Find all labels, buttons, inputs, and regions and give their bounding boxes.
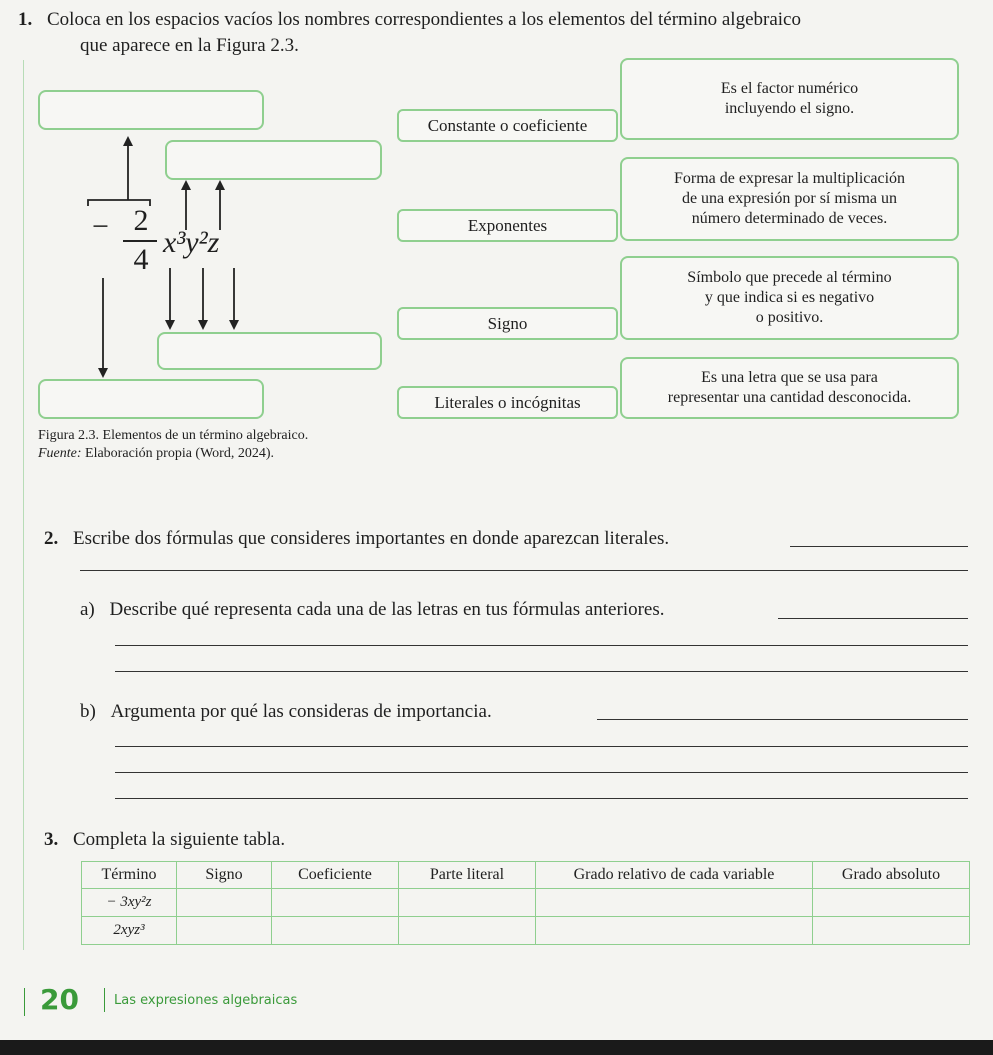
cell-grado-absoluto[interactable]	[813, 889, 970, 917]
answer-line[interactable]	[115, 746, 968, 747]
cell-coeficiente[interactable]	[272, 889, 399, 917]
question-2	[44, 527, 669, 551]
page-number: 20	[40, 983, 79, 1016]
description-coeficiente: Es el factor numérico incluyendo el signo.	[620, 58, 959, 140]
item-label: b)	[80, 701, 96, 722]
answer-line[interactable]	[790, 546, 968, 547]
answer-line[interactable]	[115, 798, 968, 799]
description-exponentes: Forma de expresar la multiplicación de una expresión por sí misma un número determinado de veces.	[620, 157, 959, 241]
header-coeficiente: Coeficiente	[272, 862, 399, 889]
figure-source	[38, 446, 274, 462]
question-number: 2.	[44, 528, 59, 549]
page-edge	[0, 1040, 993, 1055]
answer-line[interactable]	[115, 671, 968, 672]
footer-divider	[104, 988, 105, 1012]
term-denominator: 4	[133, 243, 149, 276]
label-signo: Signo	[397, 307, 618, 340]
item-text: Describe qué representa cada una de las letras en tus fórmulas anteriores.	[109, 599, 665, 620]
header-grado-relativo: Grado relativo de cada variable	[536, 862, 813, 889]
description-literales: Es una letra que se usa para representar una cantidad desconocida.	[620, 357, 959, 419]
source-label: Fuente:	[38, 446, 82, 461]
label-exponentes: Exponentes	[397, 209, 618, 242]
cell-grado-absoluto[interactable]	[813, 917, 970, 945]
question-number: 1.	[18, 9, 33, 30]
question-2a	[80, 598, 665, 622]
margin-rule	[23, 60, 24, 950]
label-constante: Constante o coeficiente	[397, 109, 618, 142]
question-text: Escribe dos fórmulas que consideres importantes en donde aparezcan literales.	[73, 528, 670, 549]
question-number: 3.	[44, 829, 59, 850]
item-text: Argumenta por qué las consideras de importancia.	[110, 701, 492, 722]
question-text: Completa la siguiente tabla.	[73, 829, 286, 850]
question-3	[44, 828, 285, 852]
term-sign: −	[92, 210, 109, 243]
answer-line[interactable]	[80, 570, 968, 571]
term-numerator: 2	[133, 204, 149, 237]
data-table	[81, 861, 970, 945]
item-label: a)	[80, 599, 95, 620]
source-text: Elaboración propia (Word, 2024).	[85, 446, 275, 461]
question-text: Coloca en los espacios vacíos los nombres correspondientes a los elementos del término algebraico	[47, 9, 801, 30]
answer-line[interactable]	[778, 618, 968, 619]
figure-caption: Figura 2.3. Elementos de un término algebraico.	[38, 428, 309, 443]
cell-termino: − 3xy²z	[82, 889, 177, 917]
footer-divider	[24, 988, 25, 1016]
description-signo: Símbolo que precede al término y que indica si es negativo o positivo.	[620, 256, 959, 340]
question-text-continued: que aparece en la Figura 2.3.	[80, 35, 299, 56]
section-title: Las expresiones algebraicas	[114, 993, 298, 1008]
answer-line[interactable]	[115, 645, 968, 646]
header-signo: Signo	[177, 862, 272, 889]
cell-coeficiente[interactable]	[272, 917, 399, 945]
cell-signo[interactable]	[177, 889, 272, 917]
cell-signo[interactable]	[177, 917, 272, 945]
table-row	[82, 889, 970, 917]
cell-grado-relativo[interactable]	[536, 889, 813, 917]
table-header-row	[82, 862, 970, 889]
cell-parte-literal[interactable]	[399, 917, 536, 945]
cell-termino: 2xyz³	[82, 917, 177, 945]
term-literal: x³y²z	[163, 226, 220, 259]
header-grado-absoluto: Grado absoluto	[813, 862, 970, 889]
cell-parte-literal[interactable]	[399, 889, 536, 917]
header-termino: Término	[82, 862, 177, 889]
header-parte-literal: Parte literal	[399, 862, 536, 889]
question-2b	[80, 700, 492, 724]
label-literales: Literales o incógnitas	[397, 386, 618, 419]
answer-line[interactable]	[597, 719, 968, 720]
answer-line[interactable]	[115, 772, 968, 773]
cell-grado-relativo[interactable]	[536, 917, 813, 945]
table-row	[82, 917, 970, 945]
